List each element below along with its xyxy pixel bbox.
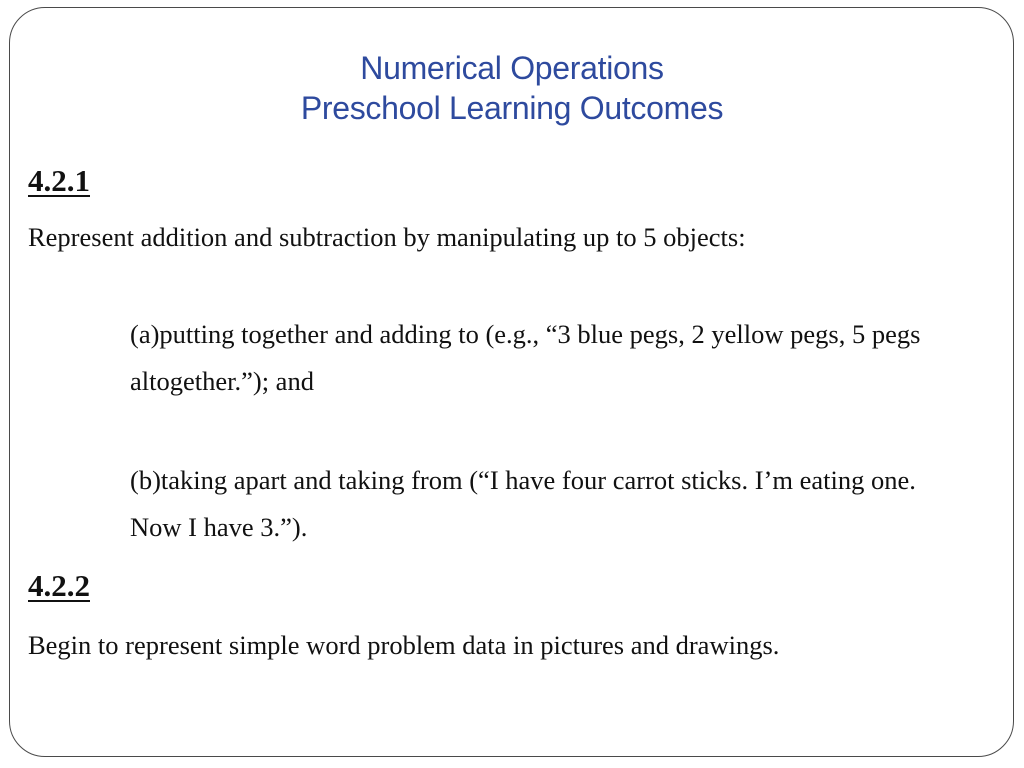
outcome-code-4-2-1: 4.2.1 [28, 163, 90, 198]
outcome-code-4-2-2: 4.2.2 [28, 568, 90, 603]
slide-title [0, 48, 1024, 128]
subitem-a: (a)putting together and adding to (e.g., “3 blue pegs, 2 yellow pegs, 5 pegs altogether.”); and [130, 319, 921, 396]
subitem-b: (b)taking apart and taking from (“I have four carrot sticks. I’m eating one. Now I have 3.”). [130, 465, 916, 542]
outcome-text-4-2-1: Represent addition and subtraction by manipulating up to 5 objects: [28, 222, 746, 252]
outcome-text-4-2-2: Begin to represent simple word problem data in pictures and drawings. [28, 630, 780, 660]
title-line-1: Numerical Operations [360, 50, 664, 86]
title-line-2: Preschool Learning Outcomes [300, 90, 724, 126]
